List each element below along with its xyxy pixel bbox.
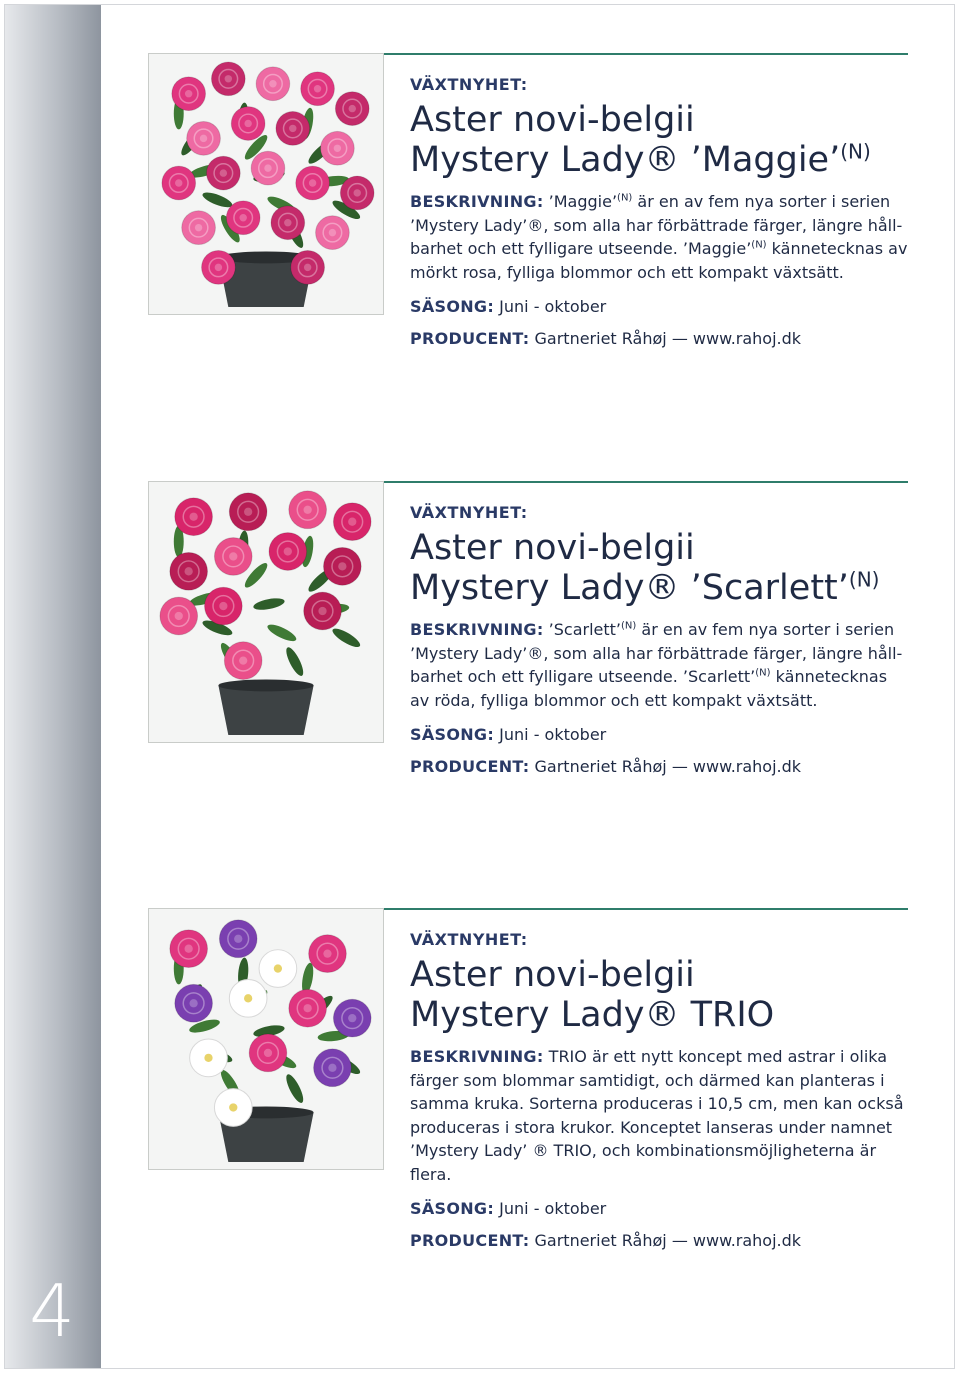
plant-entry-maggie [148,53,908,348]
flower-head [224,642,262,680]
flower-head [226,201,260,235]
flower-head [229,979,267,1017]
season-value: Juni - oktober [499,1199,607,1218]
description-sup: (N) [617,192,633,204]
flower-head [333,999,371,1037]
flower-head [259,950,297,988]
season-line [410,1199,910,1218]
producer-label: PRODUCENT: [410,1231,530,1250]
flower-head [172,77,206,111]
flower-head [271,206,305,240]
flower-head [309,935,347,973]
flower-head [251,151,285,185]
section-rule [384,53,908,55]
season-label: SÄSONG: [410,297,495,316]
plant-entry-trio [148,908,908,1250]
producer-value[interactable]: Gartneriet Råhøj — www.rahoj.dk [534,757,802,776]
flower-head [335,92,369,126]
title-genus: Aster novi-belgii [410,955,695,995]
plant-photo [148,53,384,315]
flower-head [229,493,267,531]
flower-head [211,62,245,96]
flower-head [291,250,325,284]
description [410,618,910,712]
leaf-shape [283,1072,306,1105]
flower-head [214,1089,252,1127]
flower-head [182,211,216,245]
season-value: Juni - oktober [499,297,607,316]
flower-head [175,498,213,536]
aster-plant-illustration [149,482,383,742]
description-sup: (N) [755,667,771,679]
flower-head [296,166,330,200]
plant-photo [148,481,384,743]
plant-title [410,528,910,608]
flower-head [214,538,252,576]
season-value: Juni - oktober [499,725,607,744]
flower-head [324,547,362,585]
producer-line [410,1231,910,1250]
plant-title [410,100,910,180]
flower-head [289,989,327,1027]
season-label: SÄSONG: [410,725,495,744]
description [410,190,910,284]
flower-head [207,156,241,190]
leaf-shape [252,596,285,612]
producer-value[interactable]: Gartneriet Råhøj — www.rahoj.dk [534,329,802,348]
producer-line [410,329,910,348]
entry-text [410,503,910,776]
flower-head [321,131,355,165]
description-label: BESKRIVNING: [410,1047,544,1066]
flower-head [219,920,257,958]
plant-title [410,955,910,1035]
producer-line [410,757,910,776]
flower-head [170,552,208,590]
section-rule [384,908,908,910]
title-sup: (N) [840,139,871,164]
producer-value[interactable]: Gartneriet Råhøj — www.rahoj.dk [534,1231,802,1250]
kicker-label: VÄXTNYHET: [410,930,528,949]
title-cultivar: Mystery Lady® ’Scarlett’ [410,568,849,608]
page-number: 4 [29,1269,75,1353]
flower-head [162,166,196,200]
title-cultivar: Mystery Lady® ’Maggie’ [410,140,841,180]
season-line [410,725,910,744]
title-cultivar: Mystery Lady® TRIO [410,995,775,1035]
description [410,1045,910,1186]
leaf-shape [265,621,298,644]
flower-head [187,121,221,155]
pot-rim [218,679,313,691]
kicker-label: VÄXTNYHET: [410,75,528,94]
kicker-label: VÄXTNYHET: [410,503,528,522]
plant-entry-scarlett [148,481,908,776]
flower-head [304,592,342,630]
season-line [410,297,910,316]
plant-photo [148,908,384,1170]
description-label: BESKRIVNING: [410,620,544,639]
flower-head [314,1049,352,1087]
description-text: ’Maggie’$^{(N)}$ är en av fem nya sorter i serien ’Mystery Lady’®, som alla har förbättrade färger, längre håll-barhet och ett fylligare utseende. ’Maggie’$^{(N)}$ kännetecknas av mörkt rosa, fylliga blommor och ett kompakt växtsätt. [410,192,908,282]
flower-head [202,250,236,284]
flower-head [276,112,310,146]
flower-head [190,1039,228,1077]
flower-head [175,984,213,1022]
title-genus: Aster novi-belgii [410,100,695,140]
flower-head [231,107,265,141]
entry-text [410,930,910,1250]
leaf-shape [330,625,362,650]
leaf-shape [201,190,234,211]
producer-label: PRODUCENT: [410,329,530,348]
entry-text [410,75,910,348]
flower-head [289,491,327,529]
producer-label: PRODUCENT: [410,757,530,776]
description-sup: (N) [621,620,637,632]
title-sup: (N) [848,567,880,592]
flower-head [301,72,335,106]
flower-head [269,533,307,571]
description-text: TRIO är ett nytt koncept med astrar i olika färger som blommar samtidigt, och därmed kan planteras i samma kruka. Sorterna produceras i 10,5 cm, men kan också produceras i stora krukor. Konceptet lanseras under namnet ’Mystery Lady’ ® TRIO, och kombinationsmöjligheterna är flera. [410,1047,904,1184]
flower-head [256,67,290,101]
flower-head [316,216,350,250]
flower-head [340,176,374,210]
flower-head [160,597,198,635]
leaf-shape [283,645,306,678]
flower-head [333,503,371,541]
flower-head [205,587,243,625]
description-label: BESKRIVNING: [410,192,544,211]
description-text: ’Scarlett’$^{(N)}$ är en av fem nya sorter i serien ’Mystery Lady’®, som alla har förbättrade färger, längre håll-barhet och ett fylligare utseende. ’Scarlett’$^{(N)}$ kännetecknas av röda, fylliga blommor och ett kompakt växtsätt. [410,620,903,710]
season-label: SÄSONG: [410,1199,495,1218]
flower-head [170,930,208,968]
title-genus: Aster novi-belgii [410,528,695,568]
flower-head [249,1034,287,1072]
aster-plant-illustration [149,909,383,1169]
aster-plant-illustration [149,54,383,314]
description-sup: (N) [751,239,767,251]
section-rule [384,481,908,483]
pot-shape [218,685,313,735]
